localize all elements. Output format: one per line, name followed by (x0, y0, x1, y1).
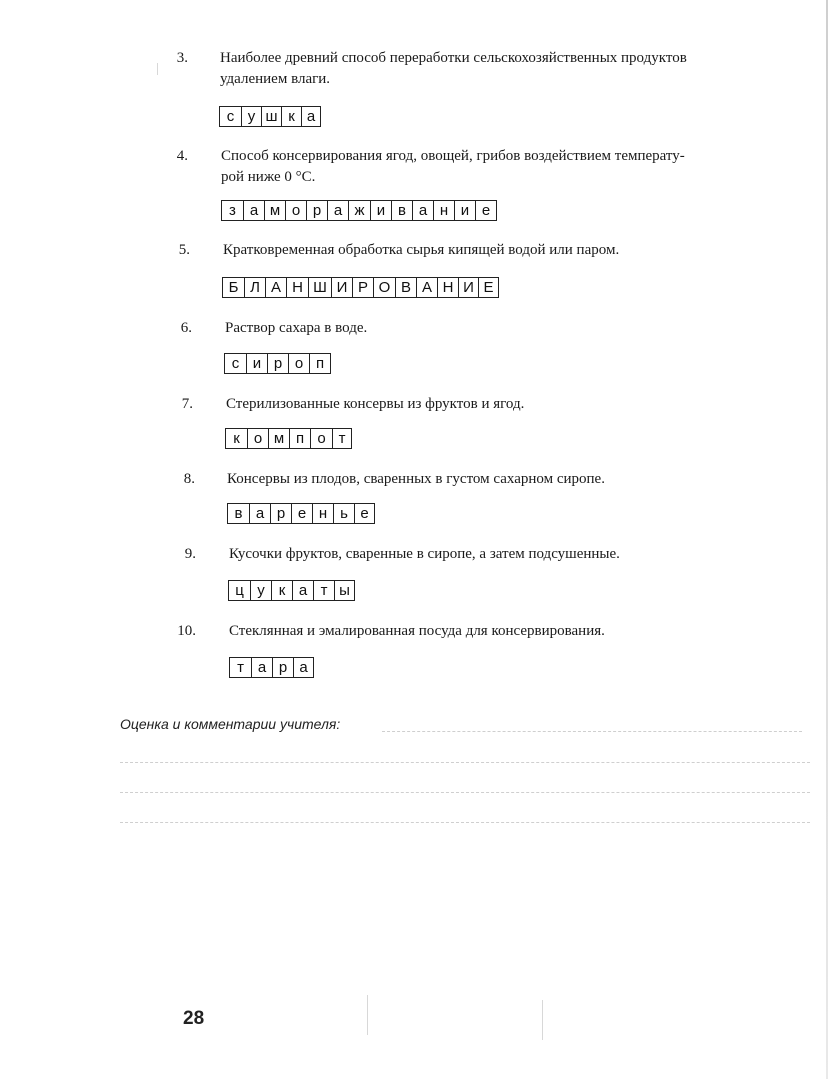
answer-letter-cell: о (285, 200, 306, 221)
scan-speck (157, 63, 158, 75)
answer-letter-cell: ш (261, 106, 281, 127)
question-number: 9. (184, 546, 196, 562)
answer-cells (222, 277, 499, 298)
answer-letter-cell: В (395, 277, 416, 298)
scan-speck (542, 1000, 543, 1040)
answer-letter-cell: а (301, 106, 321, 127)
answer-letter-cell: м (264, 200, 285, 221)
comment-line (120, 792, 810, 793)
question-number: 10. (177, 623, 196, 639)
question-number: 5. (178, 242, 190, 258)
question-text (229, 544, 814, 565)
question-text-line: Способ консервирования ягод, овощей, грибов воздействием температу- (221, 148, 685, 164)
comment-line (120, 822, 810, 823)
answer-letter-cell: с (224, 353, 246, 374)
answer-letter-cell: Ш (308, 277, 331, 298)
answer-letter-cell: Р (352, 277, 373, 298)
answer-letter-cell: о (247, 428, 268, 449)
answer-cells (225, 428, 352, 449)
answer-letter-cell: в (227, 503, 249, 524)
question-text (220, 48, 805, 90)
answer-letter-cell: з (221, 200, 243, 221)
answer-letter-cell: р (306, 200, 327, 221)
answer-letter-cell: Б (222, 277, 244, 298)
answer-letter-cell: м (268, 428, 289, 449)
question-number: 6. (180, 320, 192, 336)
question-text-line: Консервы из плодов, сваренных в густом сахарном сиропе. (227, 471, 605, 487)
answer-letter-cell: а (251, 657, 272, 678)
answer-letter-cell: е (354, 503, 375, 524)
question-text-line: Наиболее древний способ переработки сельскохозяйственных продуктов (220, 50, 687, 66)
answer-letter-cell: И (331, 277, 352, 298)
question-text-line: Кратковременная обработка сырья кипящей водой или паром. (223, 242, 620, 258)
answer-letter-cell: Л (244, 277, 265, 298)
answer-letter-cell: о (310, 428, 332, 449)
answer-letter-cell: А (265, 277, 286, 298)
answer-letter-cell: н (312, 503, 333, 524)
question-text (227, 469, 812, 490)
teacher-comment-label: Оценка и комментарии учителя: (120, 716, 341, 732)
scan-speck (367, 995, 368, 1035)
answer-letter-cell: а (327, 200, 348, 221)
answer-letter-cell: в (391, 200, 412, 221)
answer-letter-cell: Н (437, 277, 458, 298)
answer-letter-cell: т (313, 580, 334, 601)
answer-letter-cell: н (433, 200, 454, 221)
answer-letter-cell: А (416, 277, 437, 298)
question-number: 3. (176, 50, 188, 66)
answer-letter-cell: Н (286, 277, 308, 298)
answer-letter-cell: а (292, 580, 313, 601)
answer-letter-cell: И (458, 277, 478, 298)
answer-letter-cell: е (291, 503, 312, 524)
answer-letter-cell: ь (333, 503, 354, 524)
answer-letter-cell: ж (348, 200, 370, 221)
answer-letter-cell: с (219, 106, 241, 127)
answer-letter-cell: и (370, 200, 391, 221)
question-text-line: Стерилизованные консервы из фруктов и ягод. (226, 396, 525, 412)
question-text-line: рой ниже 0 °С. (221, 169, 316, 185)
answer-letter-cell: а (293, 657, 314, 678)
answer-letter-cell: у (250, 580, 271, 601)
question-text (225, 318, 810, 339)
answer-letter-cell: п (309, 353, 331, 374)
answer-letter-cell: р (272, 657, 293, 678)
answer-cells (227, 503, 375, 524)
answer-cells (228, 580, 355, 601)
page-number: 28 (183, 1008, 205, 1029)
question-text (226, 394, 811, 415)
answer-letter-cell: и (246, 353, 267, 374)
question-text (223, 240, 808, 261)
answer-letter-cell: р (270, 503, 291, 524)
question-number: 4. (176, 148, 188, 164)
answer-letter-cell: а (249, 503, 270, 524)
answer-letter-cell: о (288, 353, 309, 374)
answer-letter-cell: О (373, 277, 395, 298)
question-number: 7. (181, 396, 193, 412)
question-text (229, 621, 814, 642)
answer-letter-cell: т (332, 428, 352, 449)
page-edge (826, 0, 828, 1079)
question-text-line: удалением влаги. (220, 71, 331, 87)
question-text-line: Раствор сахара в воде. (225, 320, 368, 336)
answer-cells (229, 657, 314, 678)
question-text (221, 146, 806, 188)
comment-line (120, 762, 810, 763)
answer-cells (219, 106, 321, 127)
answer-cells (224, 353, 331, 374)
answer-letter-cell: т (229, 657, 251, 678)
answer-letter-cell: у (241, 106, 261, 127)
answer-letter-cell: к (271, 580, 292, 601)
question-text-line: Кусочки фруктов, сваренные в сиропе, а затем подсушенные. (229, 546, 620, 562)
answer-cells (221, 200, 497, 221)
answer-letter-cell: ц (228, 580, 250, 601)
answer-letter-cell: е (475, 200, 497, 221)
answer-letter-cell: Е (478, 277, 499, 298)
answer-letter-cell: а (412, 200, 433, 221)
answer-letter-cell: к (225, 428, 247, 449)
answer-letter-cell: р (267, 353, 288, 374)
question-number: 8. (183, 471, 195, 487)
answer-letter-cell: а (243, 200, 264, 221)
answer-letter-cell: и (454, 200, 475, 221)
answer-letter-cell: к (281, 106, 301, 127)
answer-letter-cell: ы (334, 580, 355, 601)
comment-line (382, 731, 802, 732)
question-text-line: Стеклянная и эмалированная посуда для консервирования. (229, 623, 605, 639)
answer-letter-cell: п (289, 428, 310, 449)
